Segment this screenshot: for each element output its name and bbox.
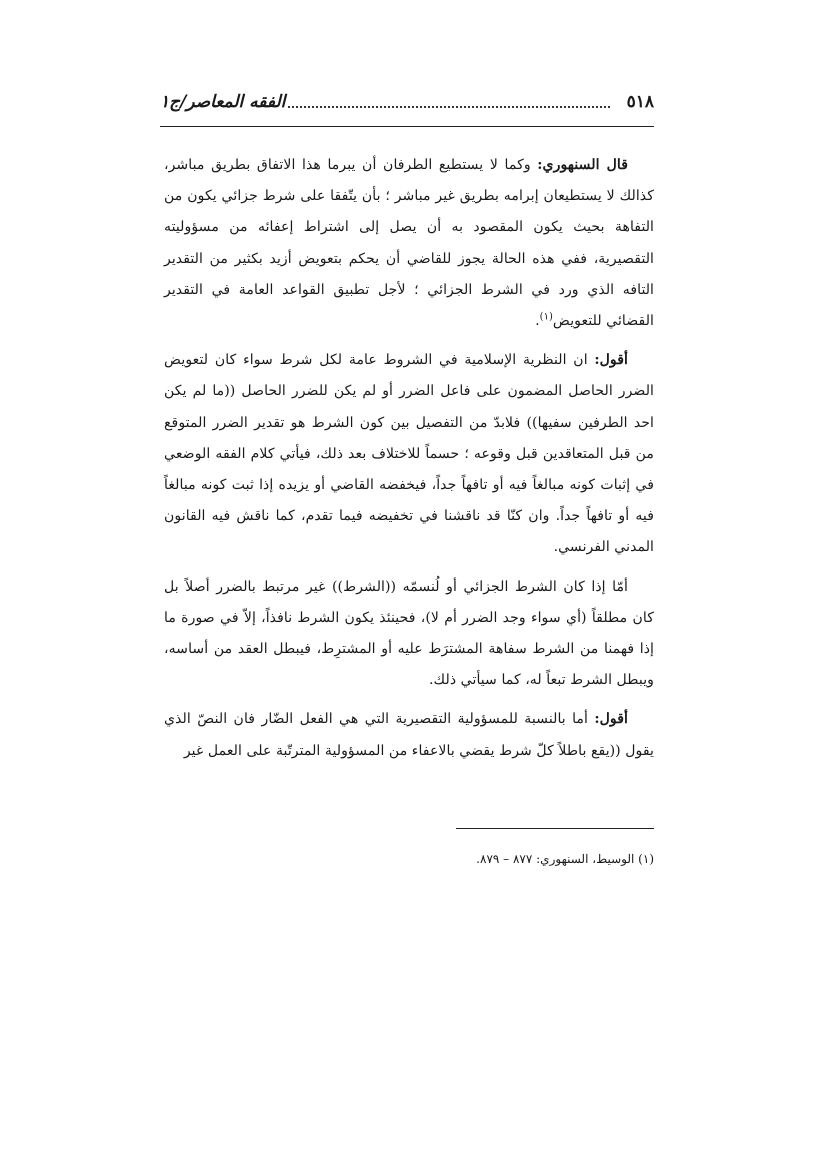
paragraph-lead: أقول: [594,711,628,728]
running-header [160,92,654,127]
book-title: الفقه المعاصر/ج١ [160,92,286,112]
paragraph [164,150,654,337]
paragraph-text: ان النظرية الإسلامية في الشروط عامة لكل شرط سواء كان لتعويض الضرر الحاصل المضمون على فاعل الضرر أو لم يكن للضرر الحاصل ((ما لم يكن احد الطرفين سفيها)) فلابدّ من التفصيل بين كون الشرط هو تقدير الضرر المتوقع من قبل المتعاقدين قبل وقوعه ؛ حسماً للاختلاف بعد ذلك، فيأتي كلام الفقه الوضعي في إثبات كونه مبالغاً فيه أو تافهاً جداً، فيخفضه القاضي أو يزيده إذا ثبت كونه مبالغاً فيه أو تافهاً جداً. وان كنّا قد ناقشنا في تخفيضه فيما تقدم، كما ناقش فيه القانون المدني الفرنسي. [164,352,654,556]
paragraph-lead: قال السنهوري: [537,157,628,173]
paragraph-tail: . [535,313,540,330]
dotted-leader [288,106,610,108]
paragraph [164,572,654,697]
paragraph-lead: أقول: [594,352,628,369]
body-text [164,150,654,775]
paragraph-text: أمّا إذا كان الشرط الجزائي أو لُنسمّه ((الشرط)) غير مرتبط بالضرر أصلاً بل كان مطلقاً (أي سواء وجد الضرر أم لا)، فحينئذ يكون الشرط نافذاً، إلاّ في صورة ما إذا فهمنا من الشرط سفاهة المشترَط عليه أو المشترِط، فيبطل العقد من أساسه، ويبطل الشرط تبعاً له، كما سيأتي ذلك. [164,578,654,689]
footnote-reference[interactable]: (١) [539,311,553,323]
paragraph-text: وكما لا يستطيع الطرفان أن يبرما هذا الاتفاق بطريق مباشر، كذالك لا يستطيعان إبرامه بطريق غير مباشر ؛ بأن يتّفقا على شرط جزائي يكون من التفاهة بحيث يكون المقصود به أن يصل إلى اشتراط إعفائه من مسؤوليته التقصيرية، ففي هذه الحالة يجوز للقاضي أن يحكم بتعويض أزيد بكثير من التقدير التافه الذي ورد في الشرط الجزائي ؛ لأجل تطبيق القواعد العامة في التقدير القضائي للتعويض [164,157,654,330]
paragraph [164,345,654,563]
paragraph [164,704,654,766]
footnote: (١) الوسيط، السنهوري: ٨٧٧ – ٨٧٩. [476,852,654,866]
footnote-separator [456,828,654,829]
page-number: ٥١٨ [626,92,654,112]
paragraph-text: أما بالنسبة للمسؤولية التقصيرية التي هي الفعل الضّار فان النصّ الذي يقول ((يقع باطلاً كلّ شرط يقضي بالاعفاء من المسؤولية المترتّبة على العمل غير [164,711,654,759]
